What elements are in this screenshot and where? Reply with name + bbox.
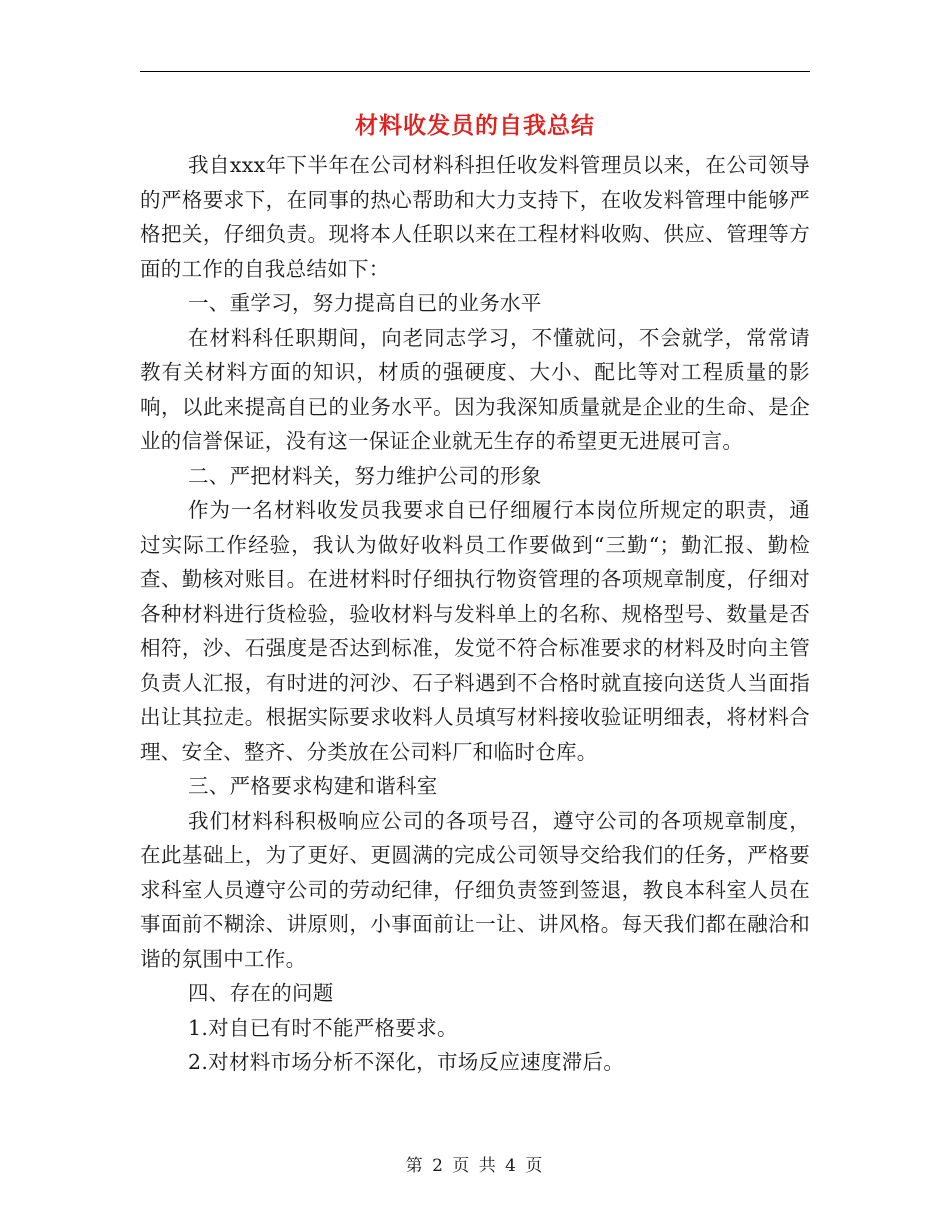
section-heading-1: 一、重学习，努力提高自已的业务水平 (188, 291, 542, 315)
section-3-paragraph: 我们材料科积极响应公司的各项号召，遵守公司的各项规章制度，在此基础上，为了更好、更圆满的完成公司领导交给我们的任务，严格要求科室人员遵守公司的劳动纪律，仔细负责签到签退，教良本科室人员在事面前不糊涂、讲原则，小事面前让一让、讲风格。每天我们都在融洽和谐的氛围中工作。 (140, 808, 810, 971)
section-heading-2: 二、严把材料关，努力维护公司的形象 (188, 463, 542, 488)
section-2-paragraph: 作为一名材料收发员我要求自已仔细履行本岗位所规定的职责，通过实际工作经验，我认为做好收料员工作要做到“三勤“；勤汇报、勤检查、勤核对账目。在进材料时仔细执行物资管理的各项规章制度，仔细对各种材料进行货检验，验收材料与发料单上的名称、规格型号、数量是否相符，沙、石强度是否达到标准，发觉不符合标准要求的材料及时向主管负责人汇报，有时进的河沙、石子料遇到不合格时就直接向送货人当面指出让其拉走。根据实际要求收料人员填写材料接收验证明细表，将材料合理、安全、整齐、分类放在公司料厂和临时仓库。 (140, 498, 810, 764)
problem-item-2: 2.对材料市场分析不深化，市场反应速度滞后。 (188, 1050, 625, 1074)
section-heading-4: 四、存在的问题 (188, 981, 334, 1005)
intro-paragraph: 我自xxx年下半年在公司材料科担任收发料管理员以来，在公司领导的严格要求下，在同事的热心帮助和大力支持下，在收发料管理中能够严格把关，仔细负责。现将本人任职以来在工程材料收购、供应、管理等方面的工作的自我总结如下： (140, 153, 810, 281)
document-body (140, 148, 810, 1080)
section-1-paragraph: 在材料科任职期间，向老同志学习，不懂就问，不会就学，常常请教有关材料方面的知识，材质的强硬度、大小、配比等对工程质量的影响，以此来提高自已的业务水平。因为我深知质量就是企业的生命、是企业的信誉保证，没有这一保证企业就无生存的希望更无进展可言。 (140, 325, 810, 453)
document-title: 材料收发员的自我总结 (355, 112, 595, 139)
page-number-footer: 第 2 页 共 4 页 (405, 1156, 545, 1176)
problem-item-1: 1.对自已有时不能严格要求。 (188, 1015, 458, 1040)
section-heading-3: 三、严格要求构建和谐科室 (188, 774, 438, 798)
header-rule (140, 71, 810, 72)
